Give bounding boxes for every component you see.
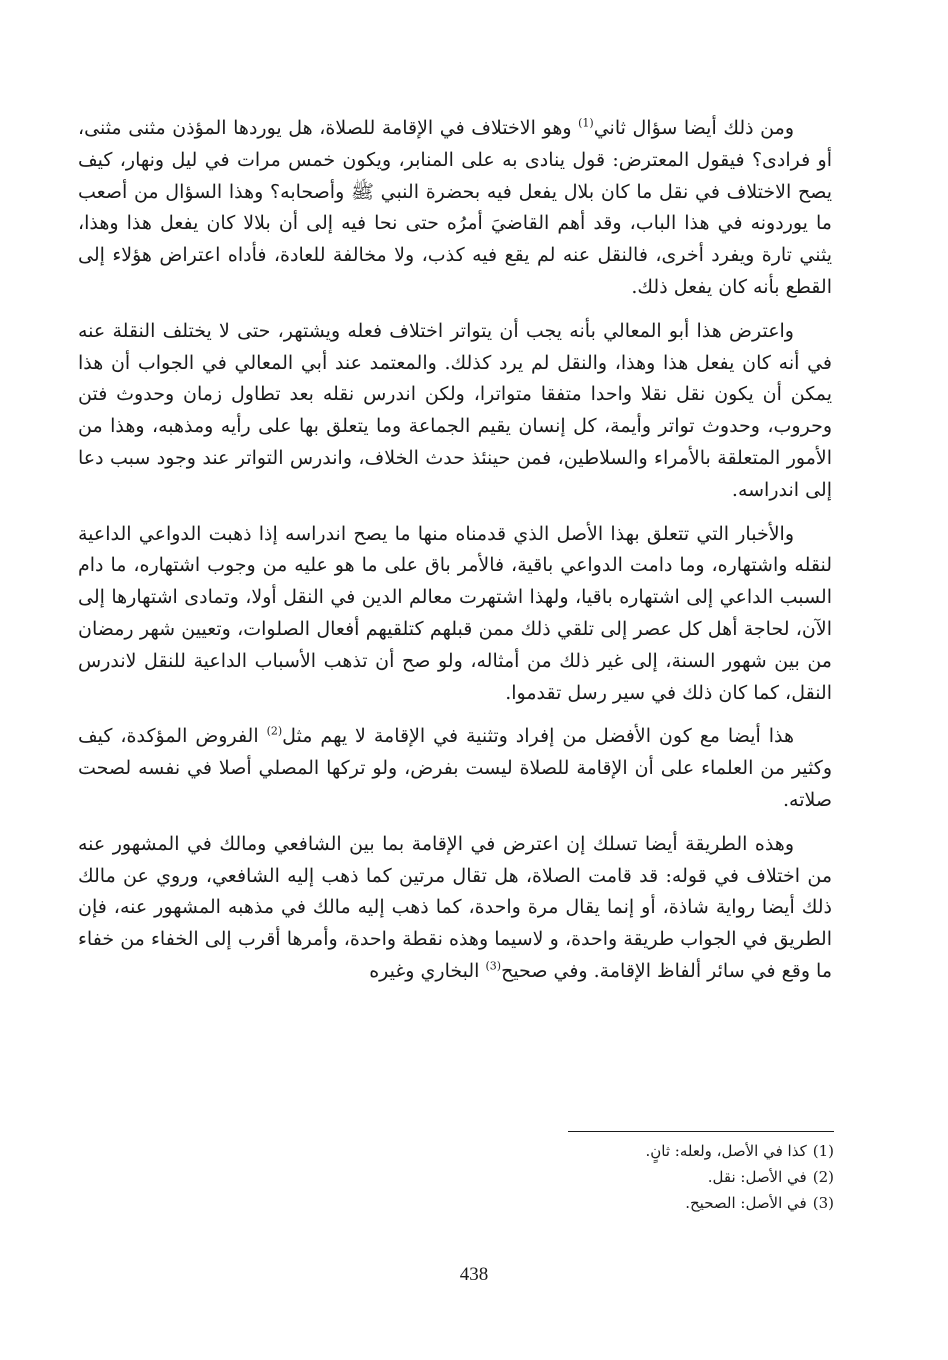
paragraph-1: [78, 113, 832, 304]
footnote-text: في الأصل: نقل.: [707, 1168, 807, 1186]
paragraph-text: هذا أيضا مع كون الأفضل من إفراد وتثنية في الإقامة لا يهم مثل: [282, 725, 794, 748]
footnote-3: [500, 1190, 834, 1216]
footnote-number: (3): [812, 1194, 834, 1212]
paragraph-text: واعترض هذا أبو المعالي بأنه يجب أن يتواتر اختلاف فعله ويشتهر، حتى لا يختلف النقلة عنه في أنه كان يفعل هذا وهذا، والنقل لم يرد كذلك. والمعتمد عند أبي المعالي في الجواب أن هذا يمكن أن يكون نقل نقلا واحدا متفقا متواترا، ولكن اندرس نقله بعد تطاول زمان وحدوث فتن وحروب، وحدوث تواتر وأيمة، كل إنسان يقيم الجماعة وما يتعلق بها على رأيه ومذهبه، وهذا من الأمور المتعلقة بالأمراء والسلاطين، فمن حينئذ حدث الخلاف، واندرس التواتر عند وجود سبب دعا إلى اندراسه.: [78, 319, 832, 501]
main-text: [78, 113, 832, 1000]
footnote-separator: [568, 1131, 834, 1132]
paragraph-text: الفروض المؤكدة، كيف وكثير من العلماء على أن الإقامة للصلاة ليست بفرض، ولو تركها المصلي أصلا في نفسه لصحت صلاته.: [78, 725, 832, 811]
page-number: 438: [459, 1264, 489, 1285]
paragraph-2: [78, 316, 832, 507]
footnote-number: (1): [812, 1142, 834, 1160]
paragraph-text: وهذه الطريقة أيضا تسلك إن اعترض في الإقامة بما بين الشافعي ومالك في المشهور عنه من اختلاف في قوله: قد قامت الصلاة، هل تقال مرتين كما ذهب إليه الشافعي، وروي عن مالك ذلك أيضا رواية شاذة، أو إنما يقال مرة واحدة، كما ذهب إليه مالك في مذهبه المشهور عنه، فإن الطريق في الجواب طريقة واحدة، و لاسيما وهذه نقطة واحدة، وأمرها أقرب إلى الخفاء من خفاء ما وقع في سائر ألفاظ الإقامة. وفي صحيح: [78, 832, 832, 982]
footnote-text: كذا في الأصل، ولعله: ثانٍ.: [645, 1142, 807, 1160]
paragraph-4: [78, 721, 832, 816]
paragraph-3: [78, 519, 832, 710]
footnote-ref-3: (3): [485, 959, 502, 973]
paragraph-5: [78, 829, 832, 988]
footnote-ref-2: (2): [266, 725, 283, 739]
paragraph-text: ومن ذلك أيضا سؤال ثاني: [593, 117, 794, 139]
paragraph-text: البخاري وغيره: [369, 959, 486, 982]
footnote-1: [500, 1138, 834, 1164]
footnote-ref-1: (1): [578, 116, 594, 130]
paragraph-text: وهو الاختلاف في الإقامة للصلاة، هل يوردها المؤذن مثنى مثنى، أو فرادى؟ فيقول المعترض: قول ينادى به على المنابر، ويكون خمس مرات في ليل ونهار، كيف يصح الاختلاف في نقل ما كان بلال يفعل فيه بحضرة النبي ﷺ وأصحابه؟ وهذا السؤال من أصعب ما يوردونه في هذا الباب، وقد أهم القاضيَ أمرُه حتى نحا فيه إلى أن بلالا كان يفعل هذا وهذا، يثني تارة ويفرد أخرى، فالنقل عنه لم يقع فيه كذب، ولا مخالفة للعادة، فأداه اعتراض هؤلاء إلى القطع بأنه كان يفعل ذلك.: [78, 117, 832, 298]
paragraph-text: والأخبار التي تتعلق بهذا الأصل الذي قدمناه منها ما يصح اندراسه إذا ذهبت الدواعي الداعية لنقله واشتهاره، وما دامت الدواعي باقية، فالأمر باق على ما هو عليه من وجوب اشتهاره، ما دام السبب الداعي إلى اشتهاره باقيا، ولهذا اشتهرت معالم الدين في النقل أولا، وتمادى اشتهارها إلى الآن، لحاجة أهل كل عصر إلى تلقي ذلك ممن قبلهم كتلقيهم أفعال الصلوات، وتعيين شهر رمضان من بين شهور السنة، إلى غير ذلك من أمثاله، ولو صح أن تذهب الأسباب الداعية للنقل لاندرس النقل، كما كان ذلك في سير رسل تقدموا.: [78, 522, 832, 704]
footnote-number: (2): [812, 1168, 834, 1186]
footnote-text: في الأصل: الصحيح.: [685, 1194, 807, 1212]
footnote-2: [500, 1164, 834, 1190]
footnotes: [500, 1138, 834, 1216]
